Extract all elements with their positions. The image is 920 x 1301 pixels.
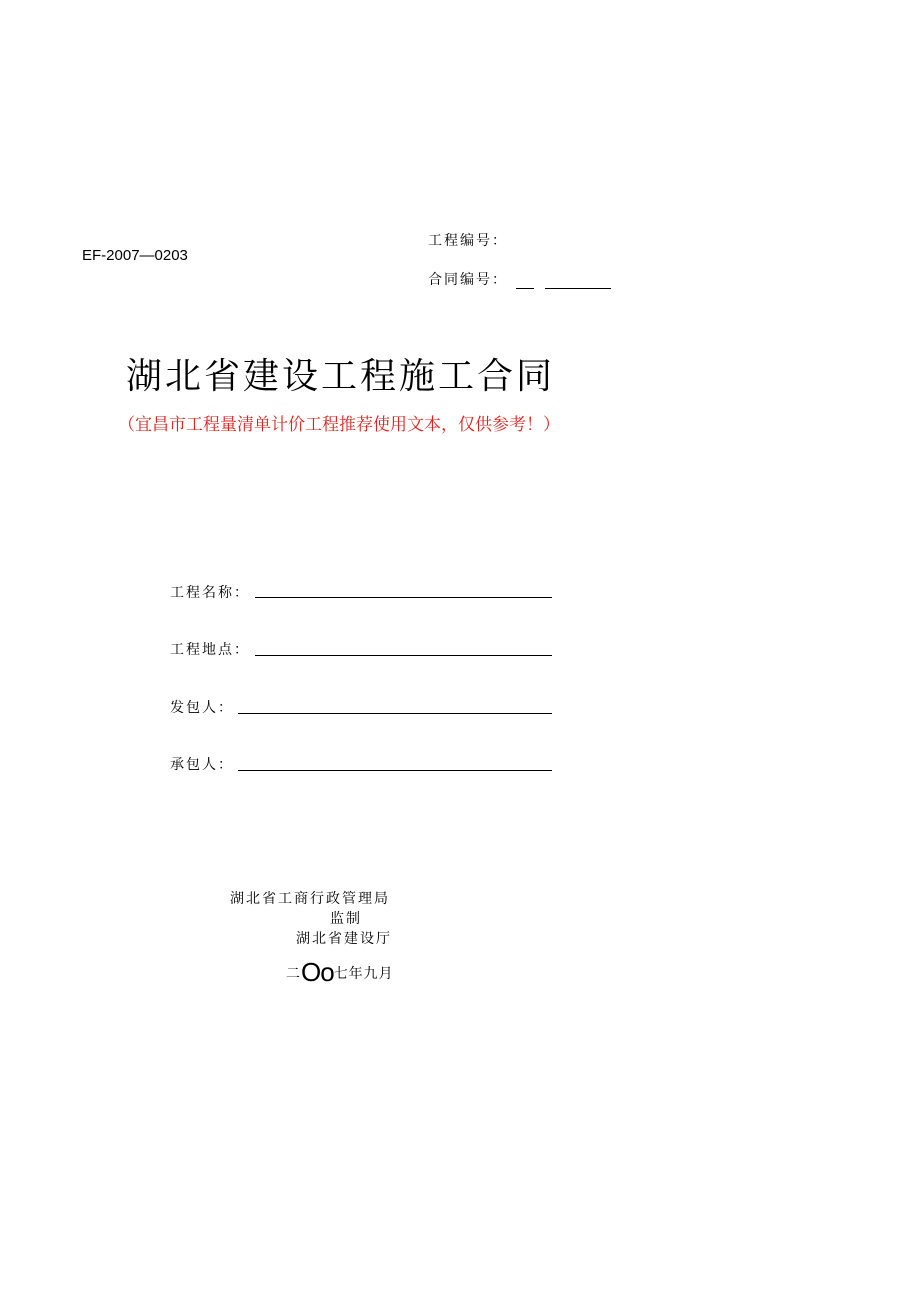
issue-date-suffix: 七年九月 (333, 966, 394, 982)
contract-number (428, 269, 611, 289)
contract-title: 湖北省建设工程施工合同 (126, 356, 556, 397)
field-contractor (170, 754, 234, 774)
issue-date-prefix: 二 (286, 966, 301, 982)
field-project-location (170, 639, 250, 659)
field-project-name-line[interactable] (255, 597, 552, 598)
issue-date (286, 957, 394, 988)
contract-number-blank-1[interactable] (516, 276, 534, 289)
contract-subtitle: （宜昌市工程量清单计价工程推荐使用文本，仅供参考！） (118, 415, 560, 435)
issuer-administration: 湖北省工商行政管理局 (230, 891, 390, 907)
field-contractor-line[interactable] (238, 770, 552, 771)
issuer-supervise: 监制 (330, 911, 362, 927)
field-employer-line[interactable] (238, 713, 552, 714)
field-project-name (170, 582, 250, 602)
field-project-location-line[interactable] (255, 655, 552, 656)
field-contractor-label: 承包人： (170, 757, 234, 773)
field-employer (170, 697, 234, 717)
project-number-label: 工程编号： (428, 233, 508, 249)
issuer-construction-dept: 湖北省建设厅 (296, 931, 392, 947)
field-employer-label: 发包人： (170, 700, 234, 716)
field-project-location-label: 工程地点： (170, 642, 250, 658)
issue-date-big: Oo (301, 957, 334, 987)
document-code: EF-2007—0203 (82, 247, 188, 264)
contract-number-blank-2[interactable] (545, 276, 611, 289)
contract-number-label: 合同编号： (428, 272, 508, 288)
project-number (428, 230, 508, 250)
field-project-name-label: 工程名称： (170, 585, 250, 601)
